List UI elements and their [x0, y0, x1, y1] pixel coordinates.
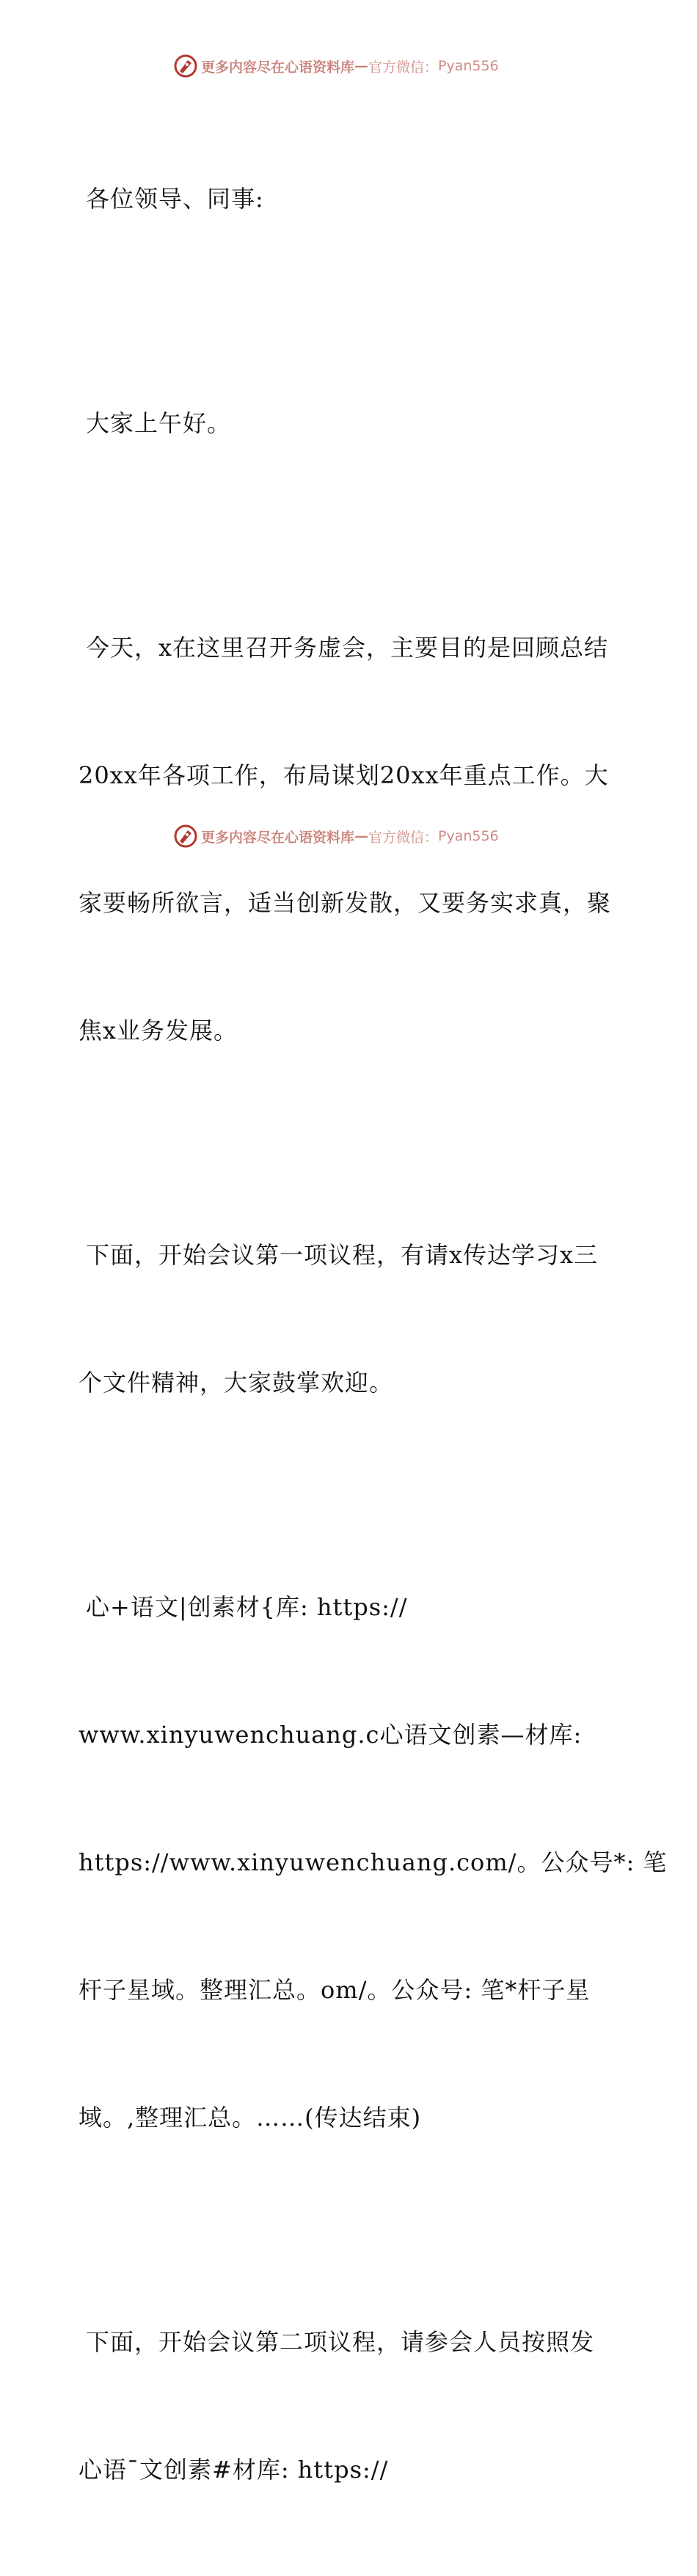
- paragraph-line: 心+语文|创素材{库: https://: [86, 1593, 408, 1621]
- paragraph-line: 家要畅所欲言，适当创新发散，又要务实求真，聚: [79, 889, 612, 917]
- banner-wechat-id: Pyan556: [438, 58, 499, 74]
- paragraph-watermark-links: [71, 1501, 668, 2224]
- paragraph-line: https://www.xinyuwenchuang.com/。公众号*: 笔: [79, 1848, 668, 1876]
- paragraph-line: www.xinyuwenchuang.c心语文创素—材库:: [79, 1721, 583, 1749]
- paragraph-agenda-two: [71, 2236, 629, 2576]
- header-banner: [173, 53, 499, 79]
- banner-wechat-id: Pyan556: [438, 828, 499, 844]
- greeting-line: 大家上午好。: [86, 409, 232, 437]
- salutation: [71, 92, 629, 305]
- paragraph-line: 个文件精神，大家鼓掌欢迎。: [79, 1369, 394, 1397]
- pen-nib-logo-icon: [173, 54, 198, 78]
- paragraph-line: 焦x业务发展。: [79, 1017, 238, 1044]
- paragraph-line: 今天，x在这里召开务虚会，主要目的是回顾总结: [86, 634, 609, 662]
- paragraph-agenda-one: [71, 1149, 629, 1489]
- paragraph-line: 20xx年各项工作，布局谋划20xx年重点工作。大: [79, 761, 609, 789]
- paragraph-line: 域。,整理汇总。……(传达结束): [79, 2104, 422, 2132]
- banner-promo-text: 更多内容尽在心语资料库: [201, 59, 355, 76]
- banner-promo-text: 更多内容尽在心语资料库: [201, 829, 355, 846]
- paragraph-line: 杆子星域。整理汇总。om/。公众号: 笔*杆子星: [79, 1976, 591, 2004]
- paragraph-line: 下面，开始会议第二项议程，请参会人员按照发: [86, 2328, 595, 2356]
- banner-dash: —: [354, 828, 369, 844]
- footer-banner: [173, 823, 499, 849]
- document-body: [71, 92, 668, 2576]
- greeting: [71, 317, 629, 530]
- banner-wechat-label: 官方微信：: [368, 829, 439, 846]
- banner-wechat-label: 官方微信：: [368, 59, 439, 76]
- pen-nib-logo-icon: [173, 824, 198, 849]
- paragraph-line: 下面，开始会议第一项议程，有请x传达学习x三: [86, 1241, 599, 1269]
- paragraph-line: 心语¯文创素#材库: https://: [79, 2456, 389, 2484]
- salutation-line: 各位领导、同事:: [86, 185, 264, 213]
- banner-dash: —: [354, 58, 369, 74]
